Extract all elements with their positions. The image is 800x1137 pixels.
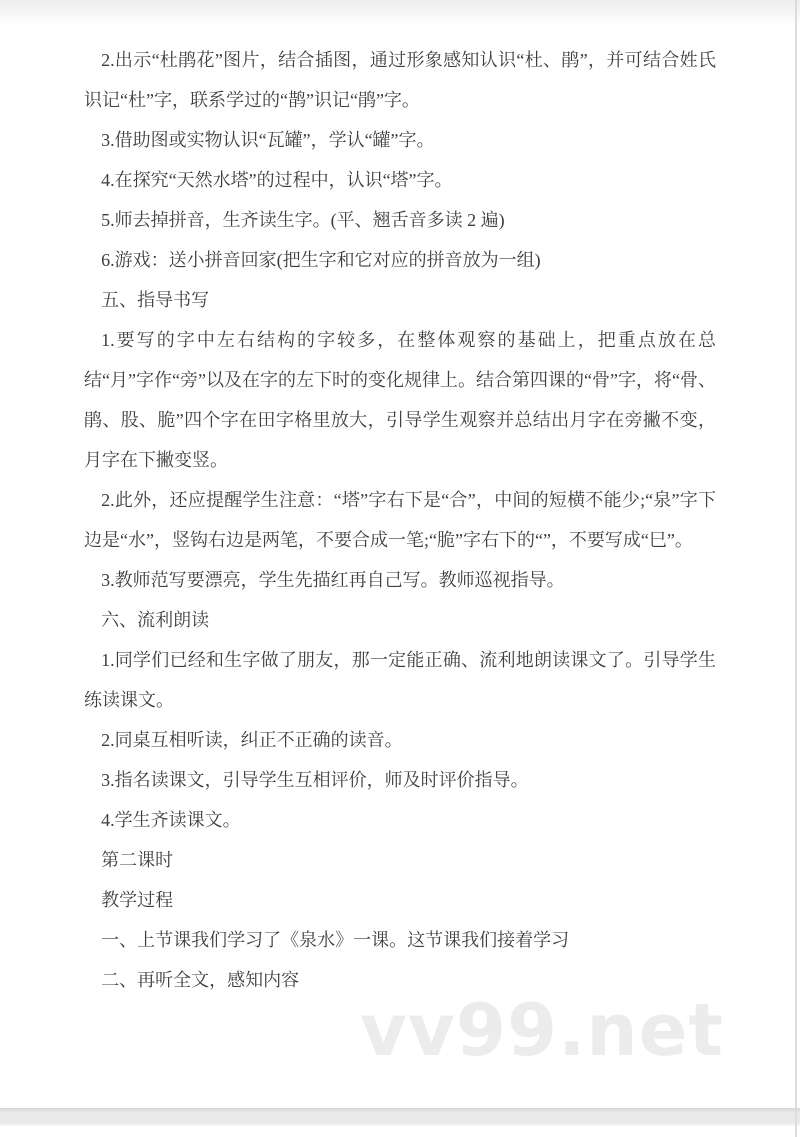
watermark-text: vv99.net — [360, 988, 724, 1072]
page-right-edge — [795, 0, 797, 1137]
paragraph: 2.出示“杜鹃花”图片，结合插图，通过形象感知认识“杜、鹃”，并可结合姓氏识记“杜”字，联系学过的“鹊”识记“鹃”字。 — [84, 50, 716, 110]
paragraph: 3.教师范写要漂亮，学生先描红再自己写。教师巡视指导。 — [101, 570, 565, 590]
paragraph: 2.此外，还应提醒学生注意：“塔”字右下是“合”，中间的短横不能少;“泉”字下边是“水”，竖钩右边是两笔，不要合成一笔;“脆”字右下的“”，不要写成“巳”。 — [84, 490, 716, 550]
paragraph: 五、指导书写 — [101, 290, 210, 310]
paragraph: 2.同桌互相听读，纠正不正确的读音。 — [101, 730, 403, 750]
paragraph: 六、流利朗读 — [101, 610, 210, 630]
paragraph: 3.借助图或实物认识“瓦罐”，学认“罐”字。 — [101, 130, 435, 150]
paragraph: 二、再听全文，感知内容 — [101, 970, 300, 990]
paragraph: 1.要写的字中左右结构的字较多，在整体观察的基础上，把重点放在总结“月”字作“旁”以及在字的左下时的变化规律上。结合第四课的“骨”字，将“骨、鹃、股、脆”四个字在田字格里放大，引导学生观察并总结出月字在旁撇不变，月字在下撇变竖。 — [84, 330, 716, 470]
paragraph: 3.指名读课文，引导学生互相评价，师及时评价指导。 — [101, 770, 529, 790]
page-separator — [0, 1108, 800, 1126]
paragraph: 教学过程 — [101, 890, 174, 910]
paragraph: 4.学生齐读课文。 — [101, 810, 241, 830]
paragraph: 1.同学们已经和生字做了朋友，那一定能正确、流利地朗读课文了。引导学生练读课文。 — [84, 650, 716, 710]
document-body — [84, 40, 716, 1000]
paragraph: 4.在探究“天然水塔”的过程中，认识“塔”字。 — [101, 170, 453, 190]
page-top-shadow — [0, 0, 800, 26]
paragraph: 第二课时 — [101, 850, 174, 870]
paragraph: 一、上节课我们学习了《泉水》一课。这节课我们接着学习 — [101, 930, 570, 950]
paragraph: 6.游戏：送小拼音回家(把生字和它对应的拼音放为一组) — [101, 250, 541, 270]
paragraph: 5.师去掉拼音，生齐读生字。(平、翘舌音多读 2 遍) — [101, 210, 505, 230]
